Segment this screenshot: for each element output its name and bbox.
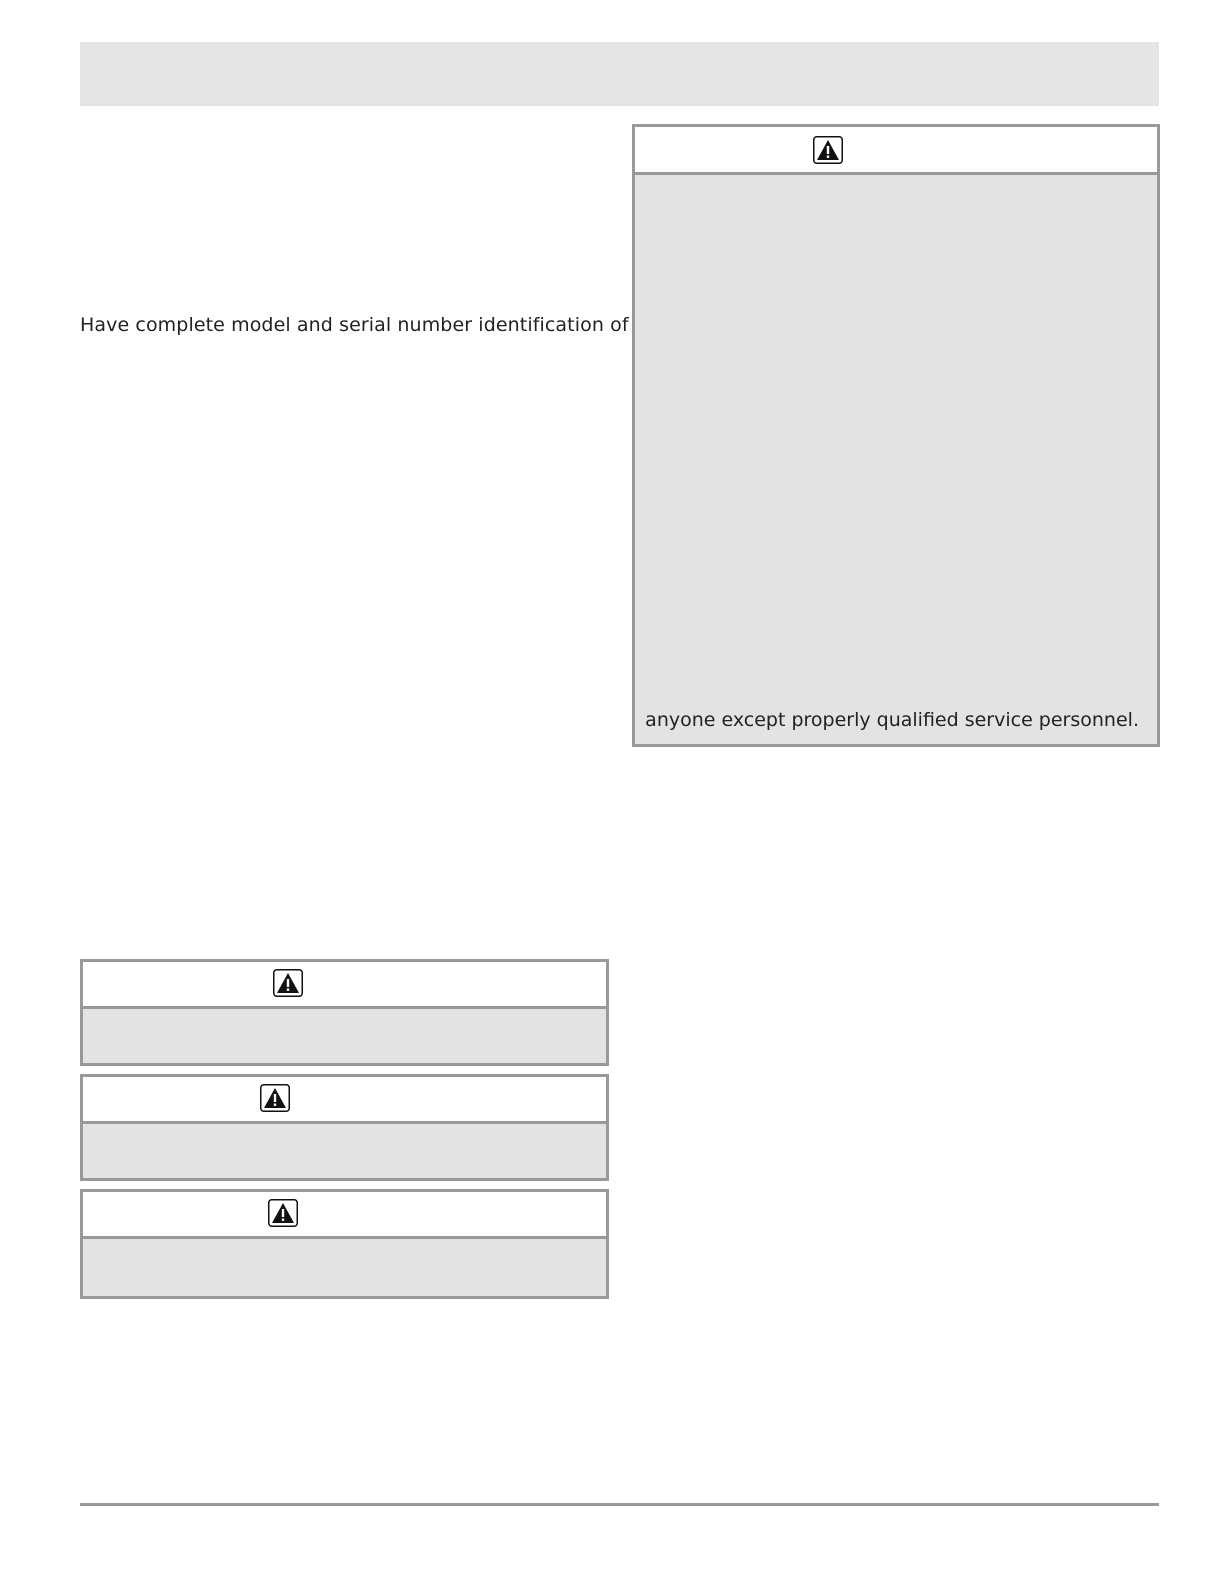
- warning-header: [83, 1192, 606, 1239]
- warning-header: [635, 127, 1157, 175]
- warning-triangle-icon: [273, 969, 303, 997]
- warning-text-tail: anyone except properly qualified service personnel.: [645, 709, 1139, 731]
- warning-header: [83, 1077, 606, 1124]
- intro-text: Have complete model and serial number identification of: [80, 314, 629, 336]
- warning-triangle-icon: [268, 1199, 298, 1227]
- warning-triangle-icon: [260, 1084, 290, 1112]
- header-band: [80, 42, 1159, 106]
- warning-box: [80, 1074, 609, 1181]
- footer-rule: [80, 1503, 1159, 1506]
- warning-box: [80, 1189, 609, 1299]
- warning-header: [83, 962, 606, 1009]
- warning-triangle-icon: [813, 136, 843, 164]
- warning-box: [80, 959, 609, 1066]
- warning-box-main: [632, 124, 1160, 747]
